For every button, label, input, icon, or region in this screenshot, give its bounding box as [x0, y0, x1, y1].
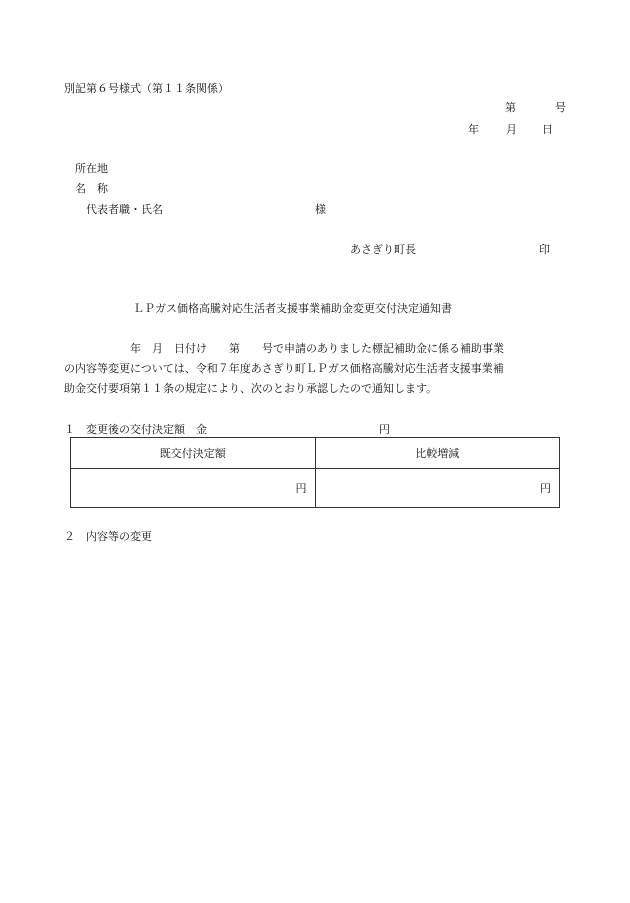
section1-heading: １ 変更後の交付決定額 金: [64, 423, 207, 436]
date-year: 年: [468, 123, 479, 136]
body-line-1: 年 月 日付け 第 号で申請のありました標記補助金に係る補助事業: [64, 342, 504, 355]
header-difference: 比較増減: [315, 438, 560, 469]
body-line-3: 助金交付要項第１１条の規定により、次のとおり承認したので通知します。: [64, 382, 438, 395]
document-title: ＬＰガス価格高騰対応生活者支援事業補助金変更交付決定通知書: [133, 302, 452, 315]
previous-amount-cell: 円: [71, 469, 316, 508]
body-line-2: の内容等変更については、令和７年度あさぎり町ＬＰガス価格高騰対応生活者支援事業補: [64, 362, 504, 375]
name-label: 名 称: [75, 182, 108, 195]
section2-heading: ２ 内容等の変更: [64, 530, 152, 543]
number-prefix: 第: [505, 101, 516, 114]
section1-yen: 円: [379, 423, 390, 436]
header-previous-amount: 既交付決定額: [71, 438, 316, 469]
table-header-row: [71, 438, 560, 469]
date-day: 日: [542, 123, 553, 136]
date-month: 月: [506, 123, 517, 136]
amount-table: [70, 437, 560, 508]
honorific: 様: [315, 203, 326, 216]
number-suffix: 号: [555, 101, 566, 114]
form-label: 別記第６号様式（第１１条関係）: [64, 82, 229, 95]
seal-mark: 印: [539, 243, 550, 256]
difference-cell: 円: [315, 469, 560, 508]
representative-label: 代表者職・氏名: [86, 203, 163, 216]
table-row: [71, 469, 560, 508]
issuer-name: あさぎり町長: [350, 243, 416, 256]
address-label: 所在地: [75, 162, 108, 175]
